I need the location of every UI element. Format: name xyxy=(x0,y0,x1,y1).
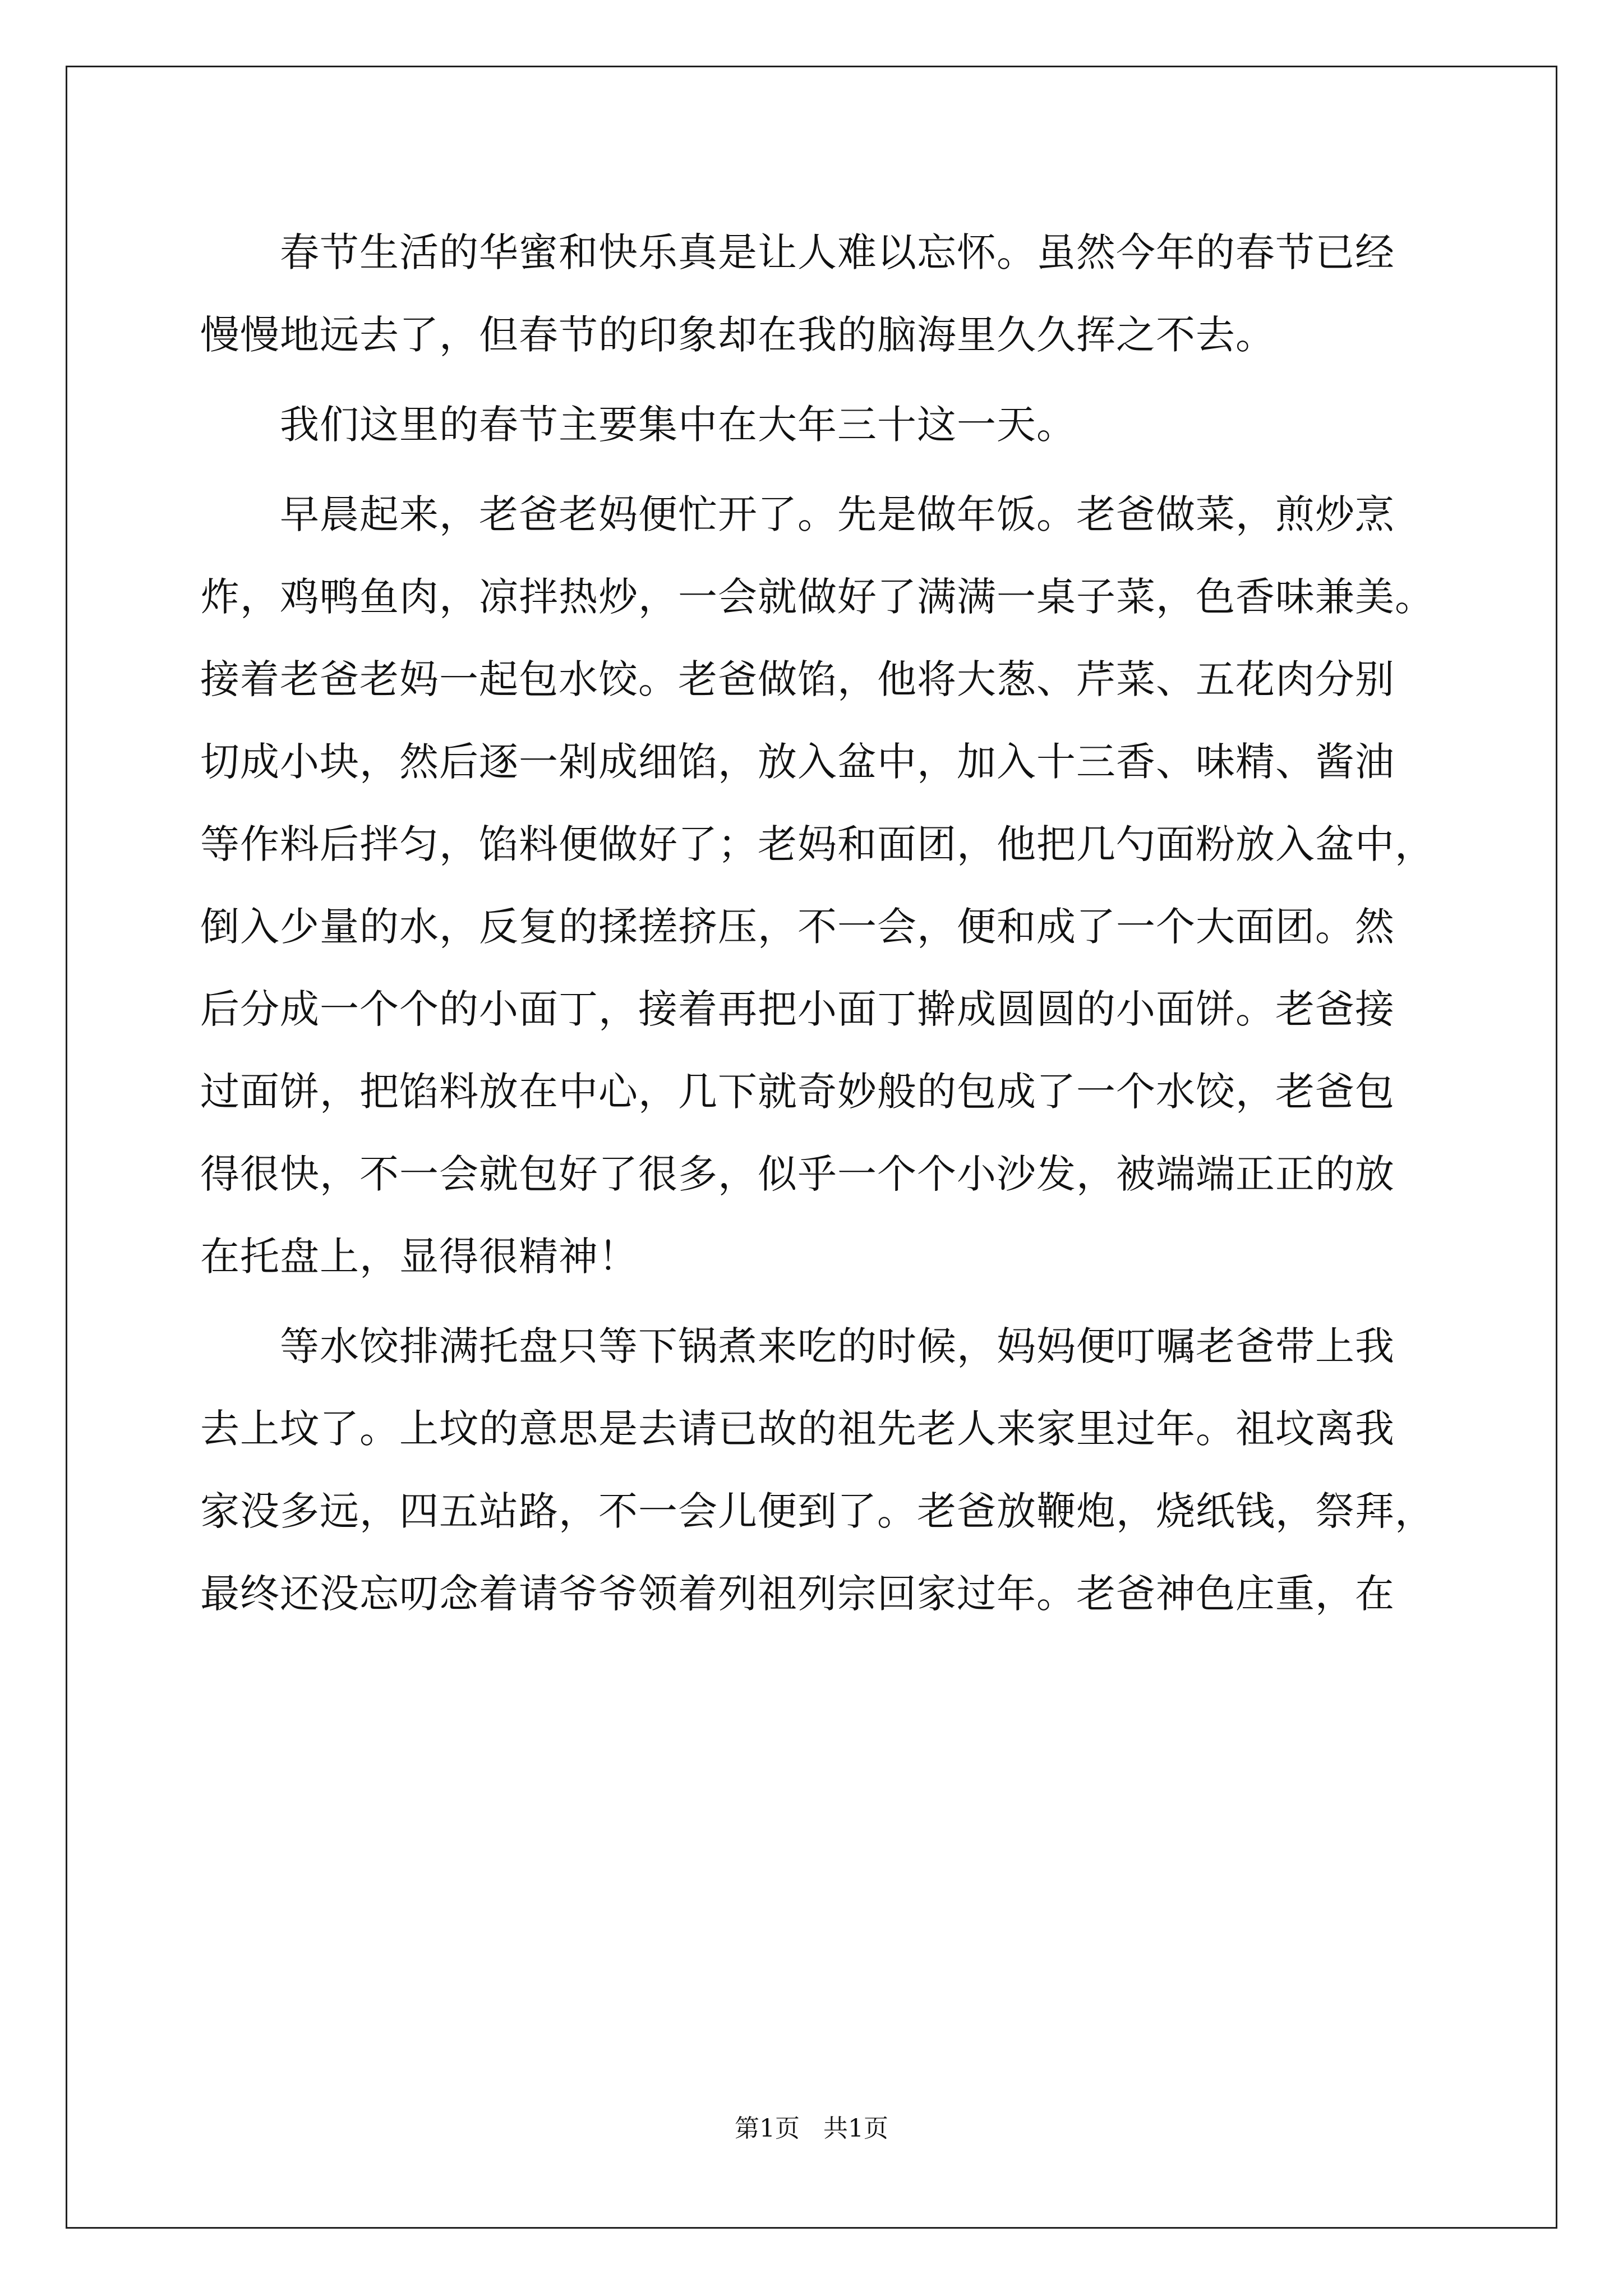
text-line: 早晨起来，老爸老妈便忙开了。先是做年饭。老爸做菜，煎炒烹 xyxy=(200,491,1395,537)
page-footer xyxy=(0,2112,1623,2146)
text-line: 切成小块，然后逐一剁成细馅，放入盆中，加入十三香、味精、酱油 xyxy=(200,739,1395,785)
text-line: 去上坟了。上坟的意思是去请已故的祖先老人来家里过年。祖坟离我 xyxy=(200,1406,1395,1452)
text-line: 我们这里的春节主要集中在大年三十这一天。 xyxy=(200,402,1076,448)
text-line: 家没多远，四五站路，不一会儿便到了。老爸放鞭炮，烧纸钱，祭拜， xyxy=(200,1488,1435,1534)
page-total: 共1页 xyxy=(823,2114,888,2143)
text-line: 等作料后拌匀，馅料便做好了；老妈和面团，他把几勺面粉放入盆中， xyxy=(200,821,1435,867)
text-line: 等水饺排满托盘只等下锅煮来吃的时候，妈妈便叮嘱老爸带上我 xyxy=(200,1323,1395,1369)
text-line: 春节生活的华蜜和快乐真是让人难以忘怀。虽然今年的春节已经 xyxy=(200,229,1395,275)
text-line: 过面饼，把馅料放在中心，几下就奇妙般的包成了一个水饺，老爸包 xyxy=(200,1069,1395,1115)
text-line: 在托盘上，显得很精神！ xyxy=(200,1234,638,1280)
page-number: 第1页 xyxy=(735,2114,800,2143)
text-line: 慢慢地远去了，但春节的印象却在我的脑海里久久挥之不去。 xyxy=(200,312,1275,358)
text-line: 接着老爸老妈一起包水饺。老爸做馅，他将大葱、芹菜、五花肉分别 xyxy=(200,656,1395,702)
text-line: 倒入少量的水，反复的揉搓挤压，不一会，便和成了一个大面团。然 xyxy=(200,904,1395,950)
text-line: 最终还没忘叨念着请爷爷领着列祖列宗回家过年。老爸神色庄重，在 xyxy=(200,1571,1395,1617)
text-line: 炸，鸡鸭鱼肉，凉拌热炒，一会就做好了满满一桌子菜，色香味兼美。 xyxy=(200,574,1435,620)
text-line: 得很快，不一会就包好了很多，似乎一个个小沙发，被端端正正的放 xyxy=(200,1151,1395,1197)
text-line: 后分成一个个的小面丁，接着再把小面丁擀成圆圆的小面饼。老爸接 xyxy=(200,986,1395,1032)
